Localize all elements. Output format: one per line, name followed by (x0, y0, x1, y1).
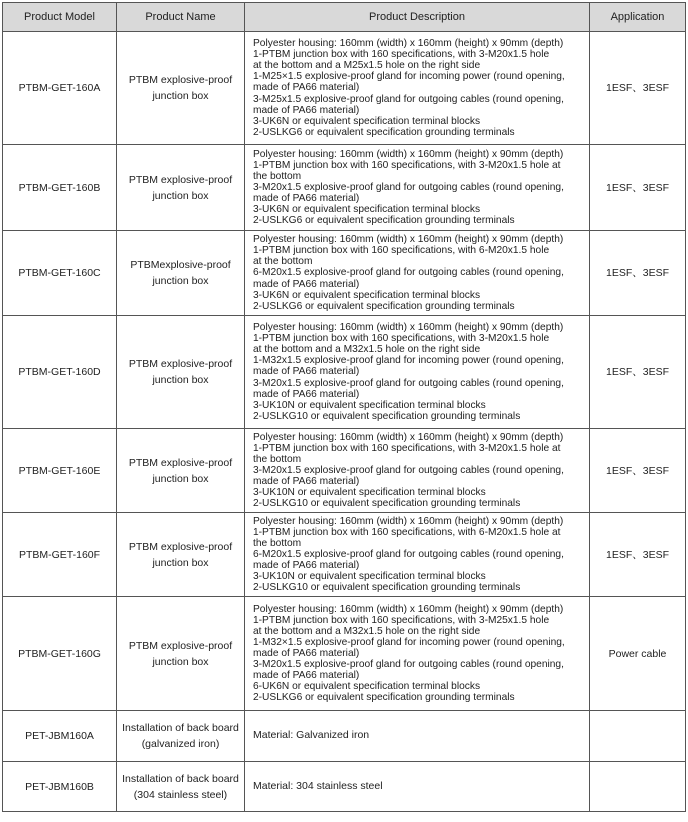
table-row (3, 231, 686, 316)
table-row (3, 32, 686, 145)
description-line: Polyester housing: 160mm (width) x 160mm (height) x 90mm (depth) (253, 603, 564, 615)
description-line: Polyester housing: 160mm (width) x 160mm (height) x 90mm (depth) (253, 322, 564, 334)
description-line: 3-M20x1.5 explosive-proof gland for outgoing cables (round opening, (253, 181, 564, 193)
application-cell (590, 762, 686, 812)
product-description-cell (245, 429, 590, 513)
description-line: 2-USLKG10 or equivalent specification grounding terminals (253, 498, 521, 510)
product-name-cell: PTBM explosive-proof junction box (117, 316, 245, 429)
product-description-cell (245, 711, 590, 762)
description-line: 1-PTBM junction box with 160 specifications, with 3-M20x1.5 hole at (253, 159, 561, 171)
product-model-cell: PTBM-GET-160A (3, 32, 117, 145)
product-name-cell: Installation of back board (galvanized iron) (117, 711, 245, 762)
description-line: 1-PTBM junction box with 160 specifications, with 3-M25x1.5 hole (253, 614, 550, 626)
description-line: at the bottom (253, 256, 313, 268)
description-line: Material: Galvanized iron (253, 730, 370, 742)
description-line: made of PA66 material) (253, 82, 360, 94)
table-row (3, 429, 686, 513)
description-line: made of PA66 material) (253, 670, 360, 682)
product-table (2, 2, 686, 812)
description-line: 1-PTBM junction box with 160 specifications, with 6-M20x1.5 hole (253, 245, 550, 257)
description-line: 1-M32x1.5 explosive-proof gland for incoming power (round opening, (253, 355, 564, 367)
description-line: made of PA66 material) (253, 278, 360, 290)
description-line: 2-USLKG6 or equivalent specification grounding terminals (253, 692, 515, 704)
description-line: Polyester housing: 160mm (width) x 160mm (height) x 90mm (depth) (253, 431, 564, 443)
table-row (3, 513, 686, 597)
description-line: made of PA66 material) (253, 193, 360, 205)
description-line: 1-M25×1.5 explosive-proof gland for incoming power (round opening, (253, 71, 565, 83)
product-name-cell: PTBMexplosive-proof junction box (117, 231, 245, 316)
header-product-description: Product Description (245, 3, 590, 32)
description-line: 6-M20x1.5 explosive-proof gland for outgoing cables (round opening, (253, 267, 564, 279)
description-line: 1-M32×1.5 explosive-proof gland for incoming power (round opening, (253, 636, 565, 648)
description-line: made of PA66 material) (253, 366, 360, 378)
product-model-cell: PTBM-GET-160G (3, 597, 117, 711)
product-name-cell: PTBM explosive-proof junction box (117, 145, 245, 231)
header-application: Application (590, 3, 686, 32)
product-name-cell: PTBM explosive-proof junction box (117, 513, 245, 597)
product-model-cell: PTBM-GET-160F (3, 513, 117, 597)
product-description-cell (245, 513, 590, 597)
product-model-cell: PTBM-GET-160E (3, 429, 117, 513)
table-row (3, 316, 686, 429)
description-line: 3-M25x1.5 explosive-proof gland for outgoing cables (round opening, (253, 93, 564, 105)
description-line: Polyester housing: 160mm (width) x 160mm (height) x 90mm (depth) (253, 38, 564, 50)
product-name-cell: Installation of back board (304 stainless steel) (117, 762, 245, 812)
application-cell: 1ESF、3ESF (590, 316, 686, 429)
application-cell: 1ESF、3ESF (590, 513, 686, 597)
application-cell (590, 711, 686, 762)
product-description-cell (245, 597, 590, 711)
table-row (3, 145, 686, 231)
description-line: 1-PTBM junction box with 160 specifications, with 6-M20x1.5 hole at (253, 526, 561, 538)
description-line: 6-M20x1.5 explosive-proof gland for outgoing cables (round opening, (253, 548, 564, 560)
product-description-cell (245, 316, 590, 429)
description-line: 3-M20x1.5 explosive-proof gland for outgoing cables (round opening, (253, 377, 564, 389)
description-line: 3-UK10N or equivalent specification terminal blocks (253, 399, 486, 411)
description-line: the bottom (253, 537, 302, 549)
application-cell: 1ESF、3ESF (590, 429, 686, 513)
description-line: 3-M20x1.5 explosive-proof gland for outgoing cables (round opening, (253, 464, 564, 476)
application-cell: 1ESF、3ESF (590, 231, 686, 316)
table-row (3, 762, 686, 812)
description-line: 1-PTBM junction box with 160 specifications, with 3-M20x1.5 hole (253, 333, 550, 345)
description-line: 3-UK6N or equivalent specification terminal blocks (253, 115, 481, 127)
description-line: made of PA66 material) (253, 560, 360, 572)
product-name-cell: PTBM explosive-proof junction box (117, 597, 245, 711)
description-line: the bottom (253, 170, 302, 182)
description-line: 3-UK6N or equivalent specification terminal blocks (253, 289, 481, 301)
description-line: 3-UK6N or equivalent specification terminal blocks (253, 204, 481, 216)
product-description-cell (245, 231, 590, 316)
description-line: 2-USLKG6 or equivalent specification grounding terminals (253, 300, 515, 312)
description-line: made of PA66 material) (253, 647, 360, 659)
description-line: at the bottom and a M32x1.5 hole on the right side (253, 344, 481, 356)
product-model-cell: PTBM-GET-160D (3, 316, 117, 429)
description-line: the bottom (253, 453, 302, 465)
application-cell: 1ESF、3ESF (590, 32, 686, 145)
product-name-cell: PTBM explosive-proof junction box (117, 32, 245, 145)
description-line: made of PA66 material) (253, 104, 360, 116)
description-line: 2-USLKG10 or equivalent specification grounding terminals (253, 410, 521, 422)
description-line: made of PA66 material) (253, 476, 360, 488)
description-line: Polyester housing: 160mm (width) x 160mm (height) x 90mm (depth) (253, 148, 564, 160)
header-product-name: Product Name (117, 3, 245, 32)
product-description-cell (245, 762, 590, 812)
product-description-cell (245, 32, 590, 145)
header-product-model: Product Model (3, 3, 117, 32)
description-line: Material: 304 stainless steel (253, 780, 383, 792)
table-row (3, 597, 686, 711)
description-line: 1-PTBM junction box with 160 specifications, with 3-M20x1.5 hole at (253, 442, 561, 454)
application-cell: Power cable (590, 597, 686, 711)
application-cell: 1ESF、3ESF (590, 145, 686, 231)
description-line: at the bottom and a M25x1.5 hole on the right side (253, 60, 481, 72)
description-line: Polyester housing: 160mm (width) x 160mm (height) x 90mm (depth) (253, 234, 564, 246)
description-line: 3-UK10N or equivalent specification terminal blocks (253, 571, 486, 583)
description-line: 3-UK10N or equivalent specification terminal blocks (253, 487, 486, 499)
product-model-cell: PTBM-GET-160B (3, 145, 117, 231)
description-line: 2-USLKG6 or equivalent specification grounding terminals (253, 215, 515, 227)
description-line: 1-PTBM junction box with 160 specifications, with 3-M20x1.5 hole (253, 49, 550, 61)
product-model-cell: PET-JBM160A (3, 711, 117, 762)
product-name-cell: PTBM explosive-proof junction box (117, 429, 245, 513)
product-description-cell (245, 145, 590, 231)
description-line: 3-M20x1.5 explosive-proof gland for outgoing cables (round opening, (253, 659, 564, 671)
description-line: 2-USLKG6 or equivalent specification grounding terminals (253, 126, 515, 138)
description-line: 6-UK6N or equivalent specification terminal blocks (253, 681, 481, 693)
product-model-cell: PTBM-GET-160C (3, 231, 117, 316)
table-row (3, 711, 686, 762)
description-line: 2-USLKG10 or equivalent specification grounding terminals (253, 582, 521, 594)
header-row (3, 3, 686, 32)
description-line: Polyester housing: 160mm (width) x 160mm (height) x 90mm (depth) (253, 515, 564, 527)
description-line: at the bottom and a M32x1.5 hole on the right side (253, 625, 481, 637)
product-model-cell: PET-JBM160B (3, 762, 117, 812)
table-body (3, 32, 686, 812)
description-line: made of PA66 material) (253, 388, 360, 400)
